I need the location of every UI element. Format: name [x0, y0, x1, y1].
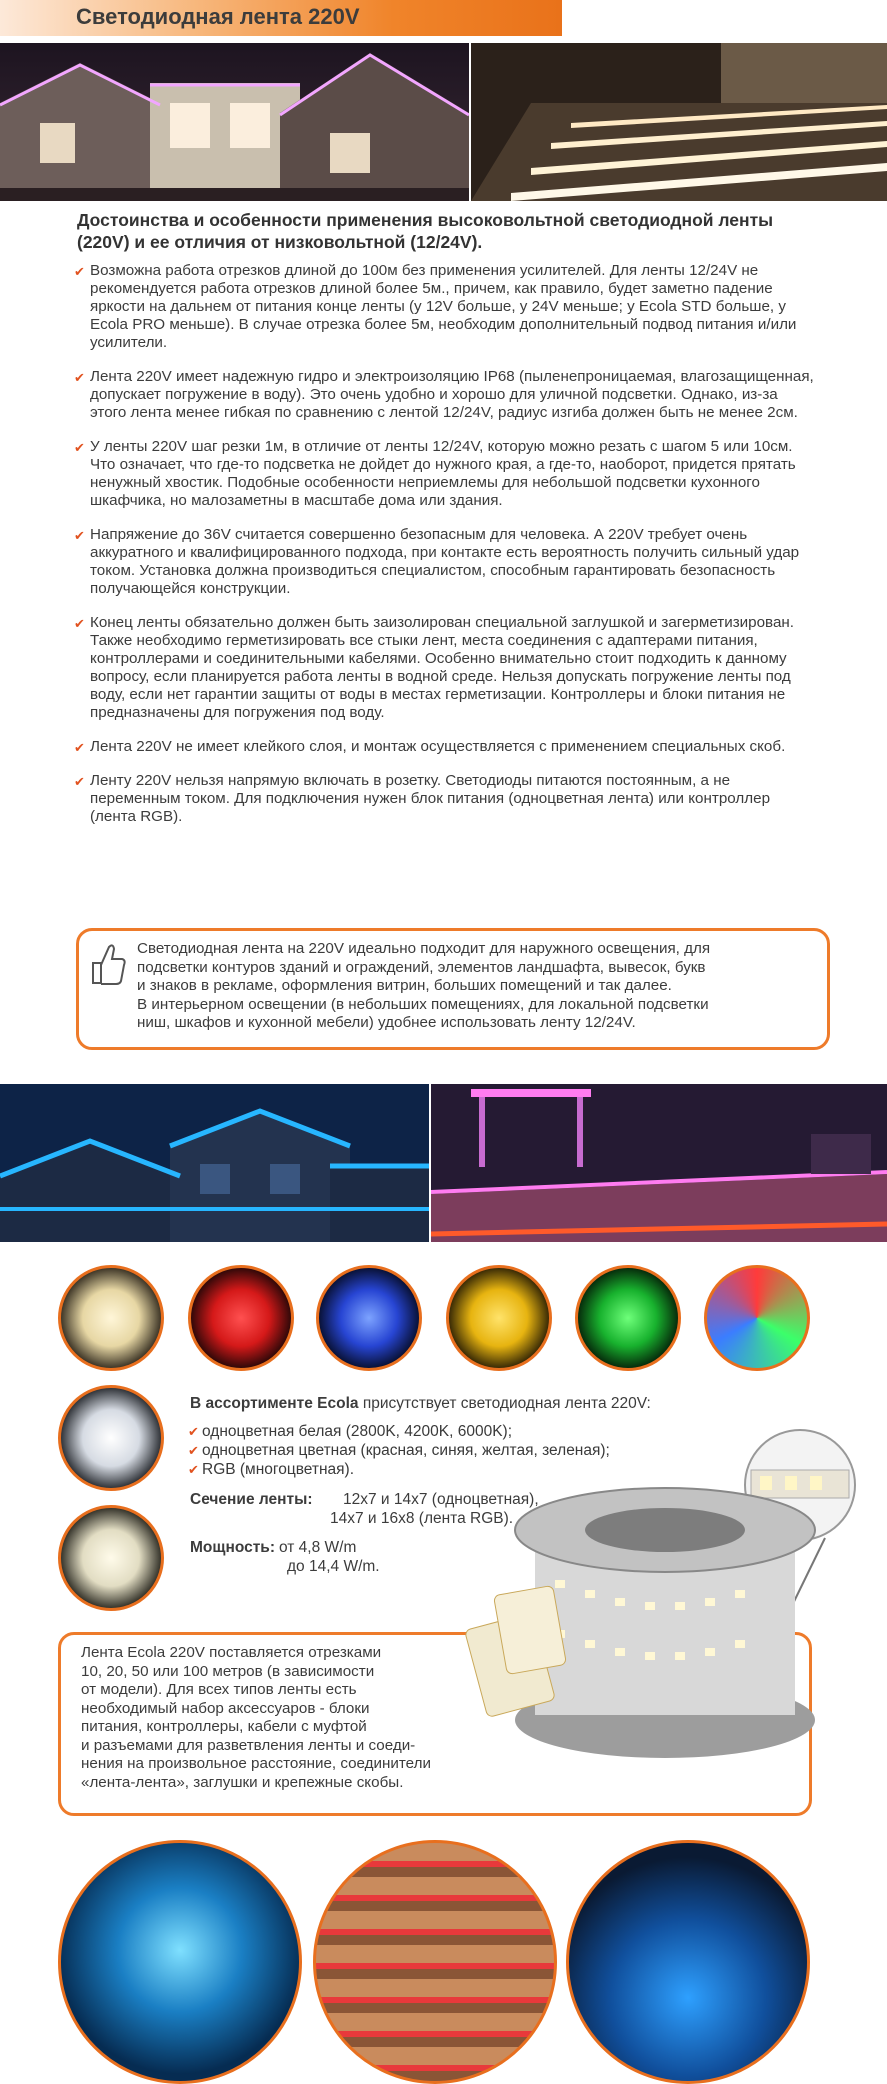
sauna-lighting-circle — [313, 1840, 557, 2084]
list-item: ✔ одноцветная цветная (красная, синяя, желтая, зеленая); — [188, 1442, 610, 1459]
list-item: ✔ У ленты 220V шаг резки 1м, в отличие от ленты 12/24V, которую можно резать с шагом 5 или 10см. Что означает, что где-то подсветка не дойдет до нужного края, а где-то, наоборот, придется прятать ненужный хвостик. Подобные особенности неприемлемы для небольшой подсветки кухонного шкафчика, но малозаметны в масштабе дома или здания. — [74, 438, 796, 509]
tip-line: подсветки контуров зданий и ограждений, элементов ландшафта, вывесок, букв — [137, 958, 706, 976]
section-value-1: 12x7 и 14x7 (одноцветная), — [343, 1491, 539, 1508]
section-value-2: 14x7 и 16x8 (лента RGB). — [330, 1510, 514, 1527]
power-value-2: до 14,4 W/m. — [287, 1558, 380, 1575]
list-item: ✔ Возможна работа отрезков длиной до 100м без применения усилителей. Для ленты 12/24V не рекомендуется работа отрезков длиной более 5м., причем, как правило, будет заметно падение яркости на дальнем от питания конце ленты (у 12V больше, у 24V меньше; у Ecola STD больше, у Ecola PRO меньше). В случае отрезка более 5м, необходим дополнительный подвод питания и/или усилители. — [74, 262, 797, 351]
red-strip-circle — [188, 1265, 294, 1371]
check-icon: ✔ — [74, 774, 85, 789]
delivery-line: необходимый набор аксессуаров - блоки — [81, 1699, 370, 1717]
tip-line: Светодиодная лента на 220V идеально подходит для наружного освещения, для — [137, 940, 711, 957]
tip-box — [76, 928, 830, 1050]
green-strip-circle — [575, 1265, 681, 1371]
blue-strip-circle — [316, 1265, 422, 1371]
aquarium-lighting-circle — [58, 1840, 302, 2084]
list-item: ✔ одноцветная белая (2800K, 4200K, 6000K); — [188, 1423, 513, 1440]
list-item: ✔ Напряжение до 36V считается совершенно безопасным для человека. А 220V требует очень аккуратного и квалифицированного подхода, при контакте есть вероятность получить сильный удар током. Установка должна производиться специалистом, способным гарантировать безопасность получающейся конструкции. — [74, 526, 800, 597]
list-item: ✔ Конец ленты обязательно должен быть заизолирован специальной заглушкой и загерметизирован. Также необходимо герметизировать все стыки лент, места соединения с адаптерами питания, контроллерами и соединительными кабелями. Особенно внимательно стоит подходить к данному вопросу, если планируется работа ленты в водной среде. Нельзя допускать погружение ленты под воду, если нет гарантии защиты от воды в местах герметизации. Контроллеры и блоки питания не предназначены для погружения под воду. — [74, 614, 794, 721]
thumbs-up-icon — [87, 939, 127, 987]
tip-line: В интерьерном освещении (в небольших помещениях, для локальной подсветки — [137, 995, 709, 1013]
power-spec — [190, 1538, 490, 1575]
advantages-heading: Достоинства и особенности применения высоковольтной светодиодной ленты (220V) и ее отличия от низковольтной (12/24V). — [77, 210, 774, 252]
delivery-line: Лента Ecola 220V поставляется отрезками — [81, 1644, 382, 1661]
delivery-line: нения на произвольное расстояние, соединители — [81, 1755, 431, 1772]
check-icon: ✔ — [74, 528, 85, 543]
check-icon: ✔ — [74, 440, 85, 455]
tip-line: и знаков в рекламе, оформления витрин, больших помещений и так далее. — [137, 977, 672, 994]
check-icon: ✔ — [74, 616, 85, 631]
stairs-lighting-photo — [471, 43, 887, 201]
check-icon: ✔ — [188, 1462, 199, 1477]
check-icon: ✔ — [188, 1443, 199, 1458]
yellow-strip-circle — [446, 1265, 552, 1371]
list-item: ✔ Лента 220V имеет надежную гидро и электроизоляцию IP68 (пыленепроницаемая, влагозащищенная, допускает погружение в воду). Это очень удобно и хорошо для уличной подсветки. Однако, из-за этого лента менее гибкая по сравнению с лентой 12/24V, радиус изгиба должен быть не менее 2см. — [74, 368, 814, 421]
list-item: ✔ Ленту 220V нельзя напрямую включать в розетку. Светодиоды питаются постоянным, а не переменным током. Для подключения нужен блок питания (одноцветная лента) или контроллер (лента RGB). — [74, 772, 771, 825]
section-label: Сечение ленты: — [190, 1491, 313, 1508]
delivery-line: питания, контроллеры, кабели с муфтой — [81, 1718, 367, 1735]
power-value-1: от 4,8 W/m — [279, 1539, 357, 1556]
pink-deck-photo — [431, 1084, 887, 1242]
assortment-brand: В ассортименте Ecola — [190, 1395, 359, 1412]
warm-white-strip-circle — [58, 1265, 164, 1371]
pool-lighting-circle — [566, 1840, 810, 2084]
delivery-line: 10, 20, 50 или 100 метров (в зависимости — [81, 1662, 375, 1680]
list-item: ✔ RGB (многоцветная). — [188, 1461, 355, 1478]
neutral-white-strip-circle — [58, 1505, 164, 1611]
tip-line: ниш, шкафов и кухонной мебели) удобнее использовать ленту 12/24V. — [137, 1014, 636, 1031]
power-label: Мощность: — [190, 1539, 275, 1556]
assortment-intro: В ассортименте Ecola присутствует светодиодная лента 220V: — [190, 1395, 651, 1412]
led-reel-product-image — [455, 1420, 875, 1765]
cool-white-strip-circle — [58, 1385, 164, 1491]
list-item: ✔ Лента 220V не имеет клейкого слоя, и монтаж осуществляется с применением специальных скоб. — [74, 738, 786, 755]
check-icon: ✔ — [188, 1424, 199, 1439]
check-icon: ✔ — [74, 740, 85, 755]
delivery-line: от модели). Для всех типов ленты есть — [81, 1681, 357, 1698]
check-icon: ✔ — [74, 264, 85, 279]
advantages-list — [74, 262, 814, 842]
delivery-line: «лента-лента», заглушки и крепежные скобы. — [81, 1773, 404, 1791]
house-outline-photo — [0, 43, 469, 201]
delivery-line: и разъемами для разветвления ленты и соеди- — [81, 1736, 416, 1754]
title-bar — [0, 0, 562, 36]
rgb-strip-circle — [704, 1265, 810, 1371]
blue-house-photo — [0, 1084, 429, 1242]
check-icon: ✔ — [74, 370, 85, 385]
page-title: Светодиодная лента 220V — [76, 4, 360, 29]
